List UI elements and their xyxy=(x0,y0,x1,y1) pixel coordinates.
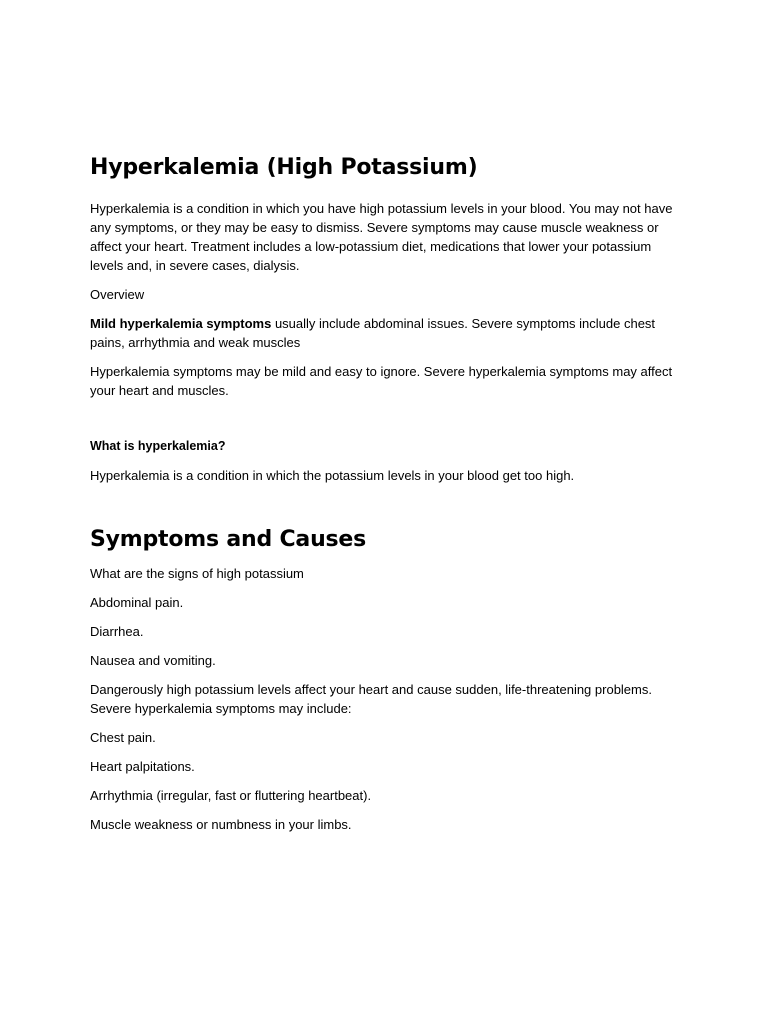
what-is-heading: What is hyperkalemia? xyxy=(90,439,226,453)
sign-item: Nausea and vomiting. xyxy=(90,653,216,668)
danger-paragraph: Dangerously high potassium levels affect your heart and cause sudden, life-threatening problems. Severe hyperkalemia symptoms may include: xyxy=(90,682,652,716)
overview-label: Overview xyxy=(90,287,145,302)
severe-item: Arrhythmia (irregular, fast or fluttering heartbeat). xyxy=(90,788,372,803)
what-is-paragraph: Hyperkalemia is a condition in which the potassium levels in your blood get too high. xyxy=(90,468,575,483)
signs-intro: What are the signs of high potassium xyxy=(90,566,304,581)
mild-symptoms-rest: usually include abdominal issues. Severe symptoms include chest pains, arrhythmia and weak muscles xyxy=(90,316,656,350)
severe-item: Heart palpitations. xyxy=(90,759,195,774)
mild-symptoms-paragraph-2: Hyperkalemia symptoms may be mild and easy to ignore. Severe hyperkalemia symptoms may affect your heart and muscles. xyxy=(90,364,673,398)
sign-item: Abdominal pain. xyxy=(90,595,184,610)
intro-paragraph: Hyperkalemia is a condition in which you have high potassium levels in your blood. You may not have any symptoms, or they may be easy to dismiss. Severe symptoms may cause muscle weakness or affect your heart. Treatment includes a low-potassium diet, medications that lower your potassium levels and, in severe cases, dialysis. xyxy=(90,201,673,273)
mild-symptoms-lead: Mild hyperkalemia symptoms xyxy=(90,316,272,331)
sign-item: Diarrhea. xyxy=(90,624,144,639)
section-title-symptoms: Symptoms and Causes xyxy=(90,527,367,552)
severe-item: Muscle weakness or numbness in your limbs. xyxy=(90,817,352,832)
mild-symptoms-paragraph xyxy=(90,314,678,352)
severe-item: Chest pain. xyxy=(90,730,156,745)
page-title: Hyperkalemia (High Potassium) xyxy=(90,155,478,180)
